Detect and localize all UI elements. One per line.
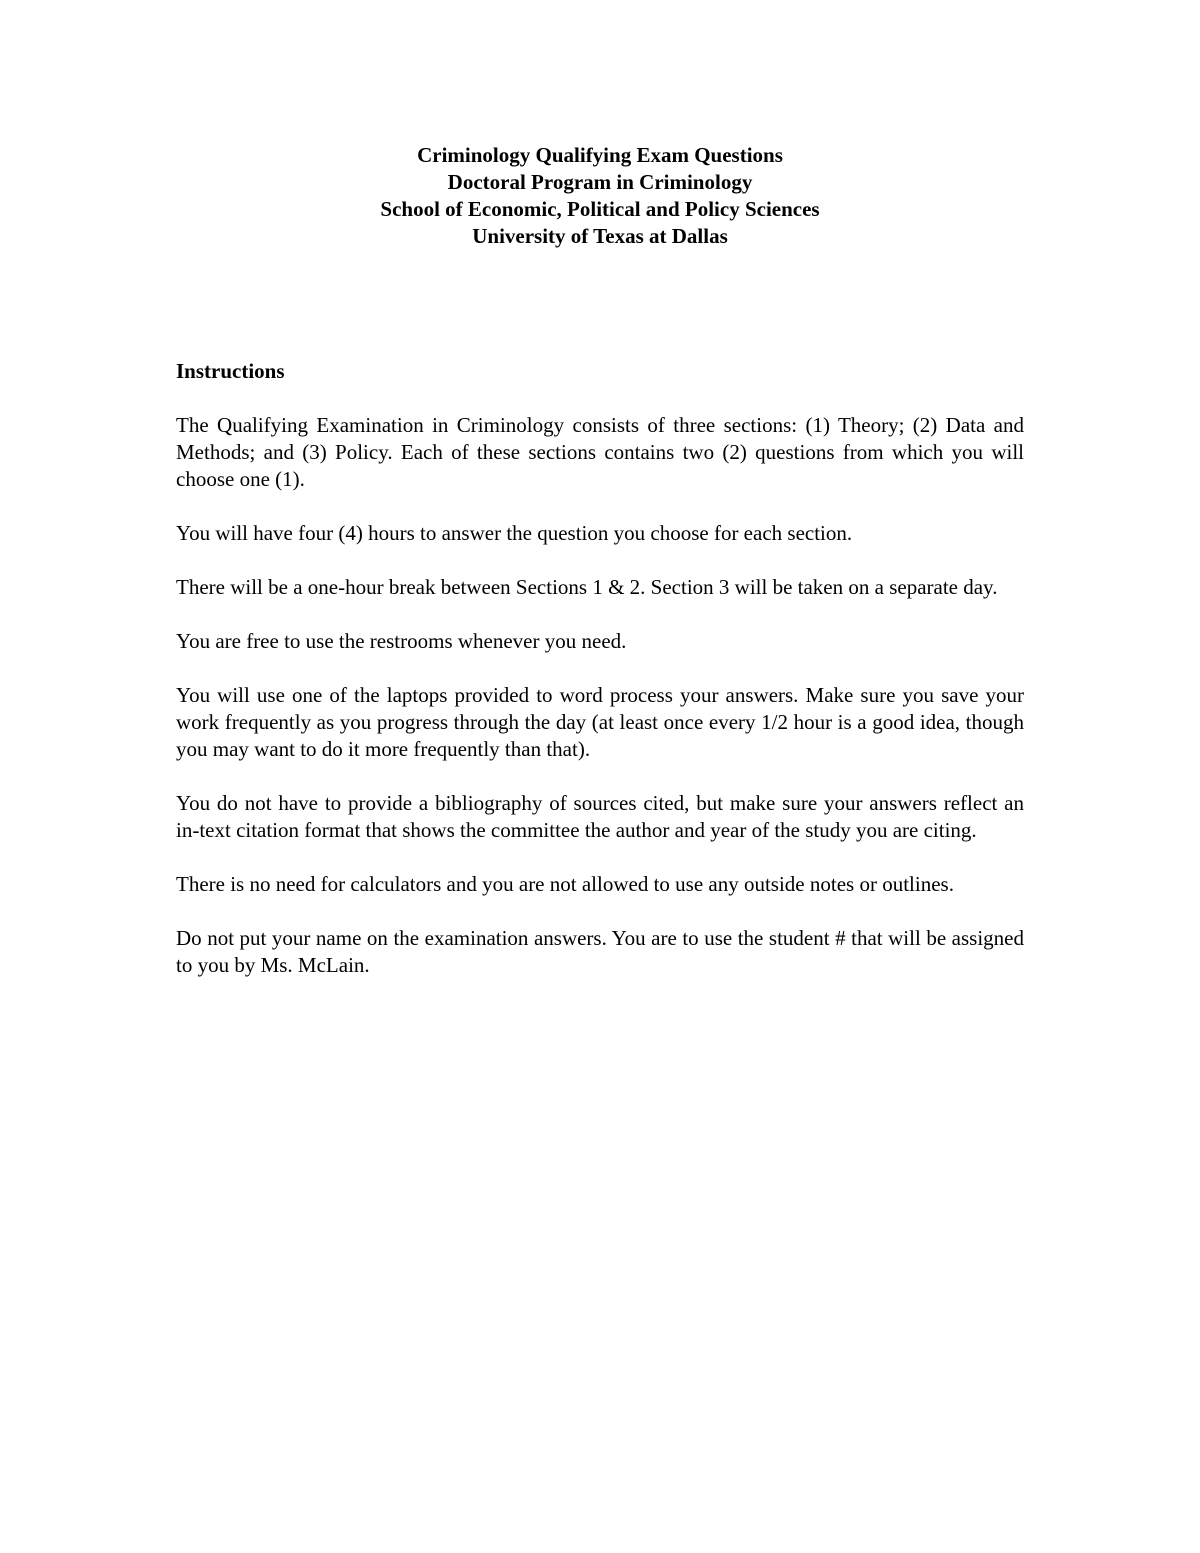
exam-title: Criminology Qualifying Exam Questions [417,143,783,167]
paragraph-time-limit: You will have four (4) hours to answer the question you choose for each section. [176,521,853,545]
instructions-section [176,358,1024,1006]
university-name: University of Texas at Dallas [472,224,728,248]
paragraph-calculators-notes: There is no need for calculators and you are not allowed to use any outside notes or outlines. [176,872,954,896]
paragraph-exam-sections: The Qualifying Examination in Criminology consists of three sections: (1) Theory; (2) Data and Methods; and (3) Policy. Each of these sections contains two (2) questions from which you will choose one (1). [176,413,1024,491]
paragraph-break-schedule: There will be a one-hour break between Sections 1 & 2. Section 3 will be taken on a separate day. [176,575,998,599]
program-name: Doctoral Program in Criminology [447,170,753,194]
paragraph-restrooms: You are free to use the restrooms whenever you need. [176,629,627,653]
instructions-heading: Instructions [176,359,285,383]
paragraph-laptops: You will use one of the laptops provided to word process your answers. Make sure you save your work frequently as you progress through the day (at least once every 1/2 hour is a good idea, though you may want to do it more frequently than that). [176,683,1024,761]
paragraph-citations: You do not have to provide a bibliography of sources cited, but make sure your answers reflect an in-text citation format that shows the committee the author and year of the study you are citing. [176,791,1024,842]
paragraph-student-number: Do not put your name on the examination answers. You are to use the student # that will be assigned to you by Ms. McLain. [176,926,1024,977]
document-title-block [0,142,1200,250]
school-name: School of Economic, Political and Policy Sciences [380,197,820,221]
